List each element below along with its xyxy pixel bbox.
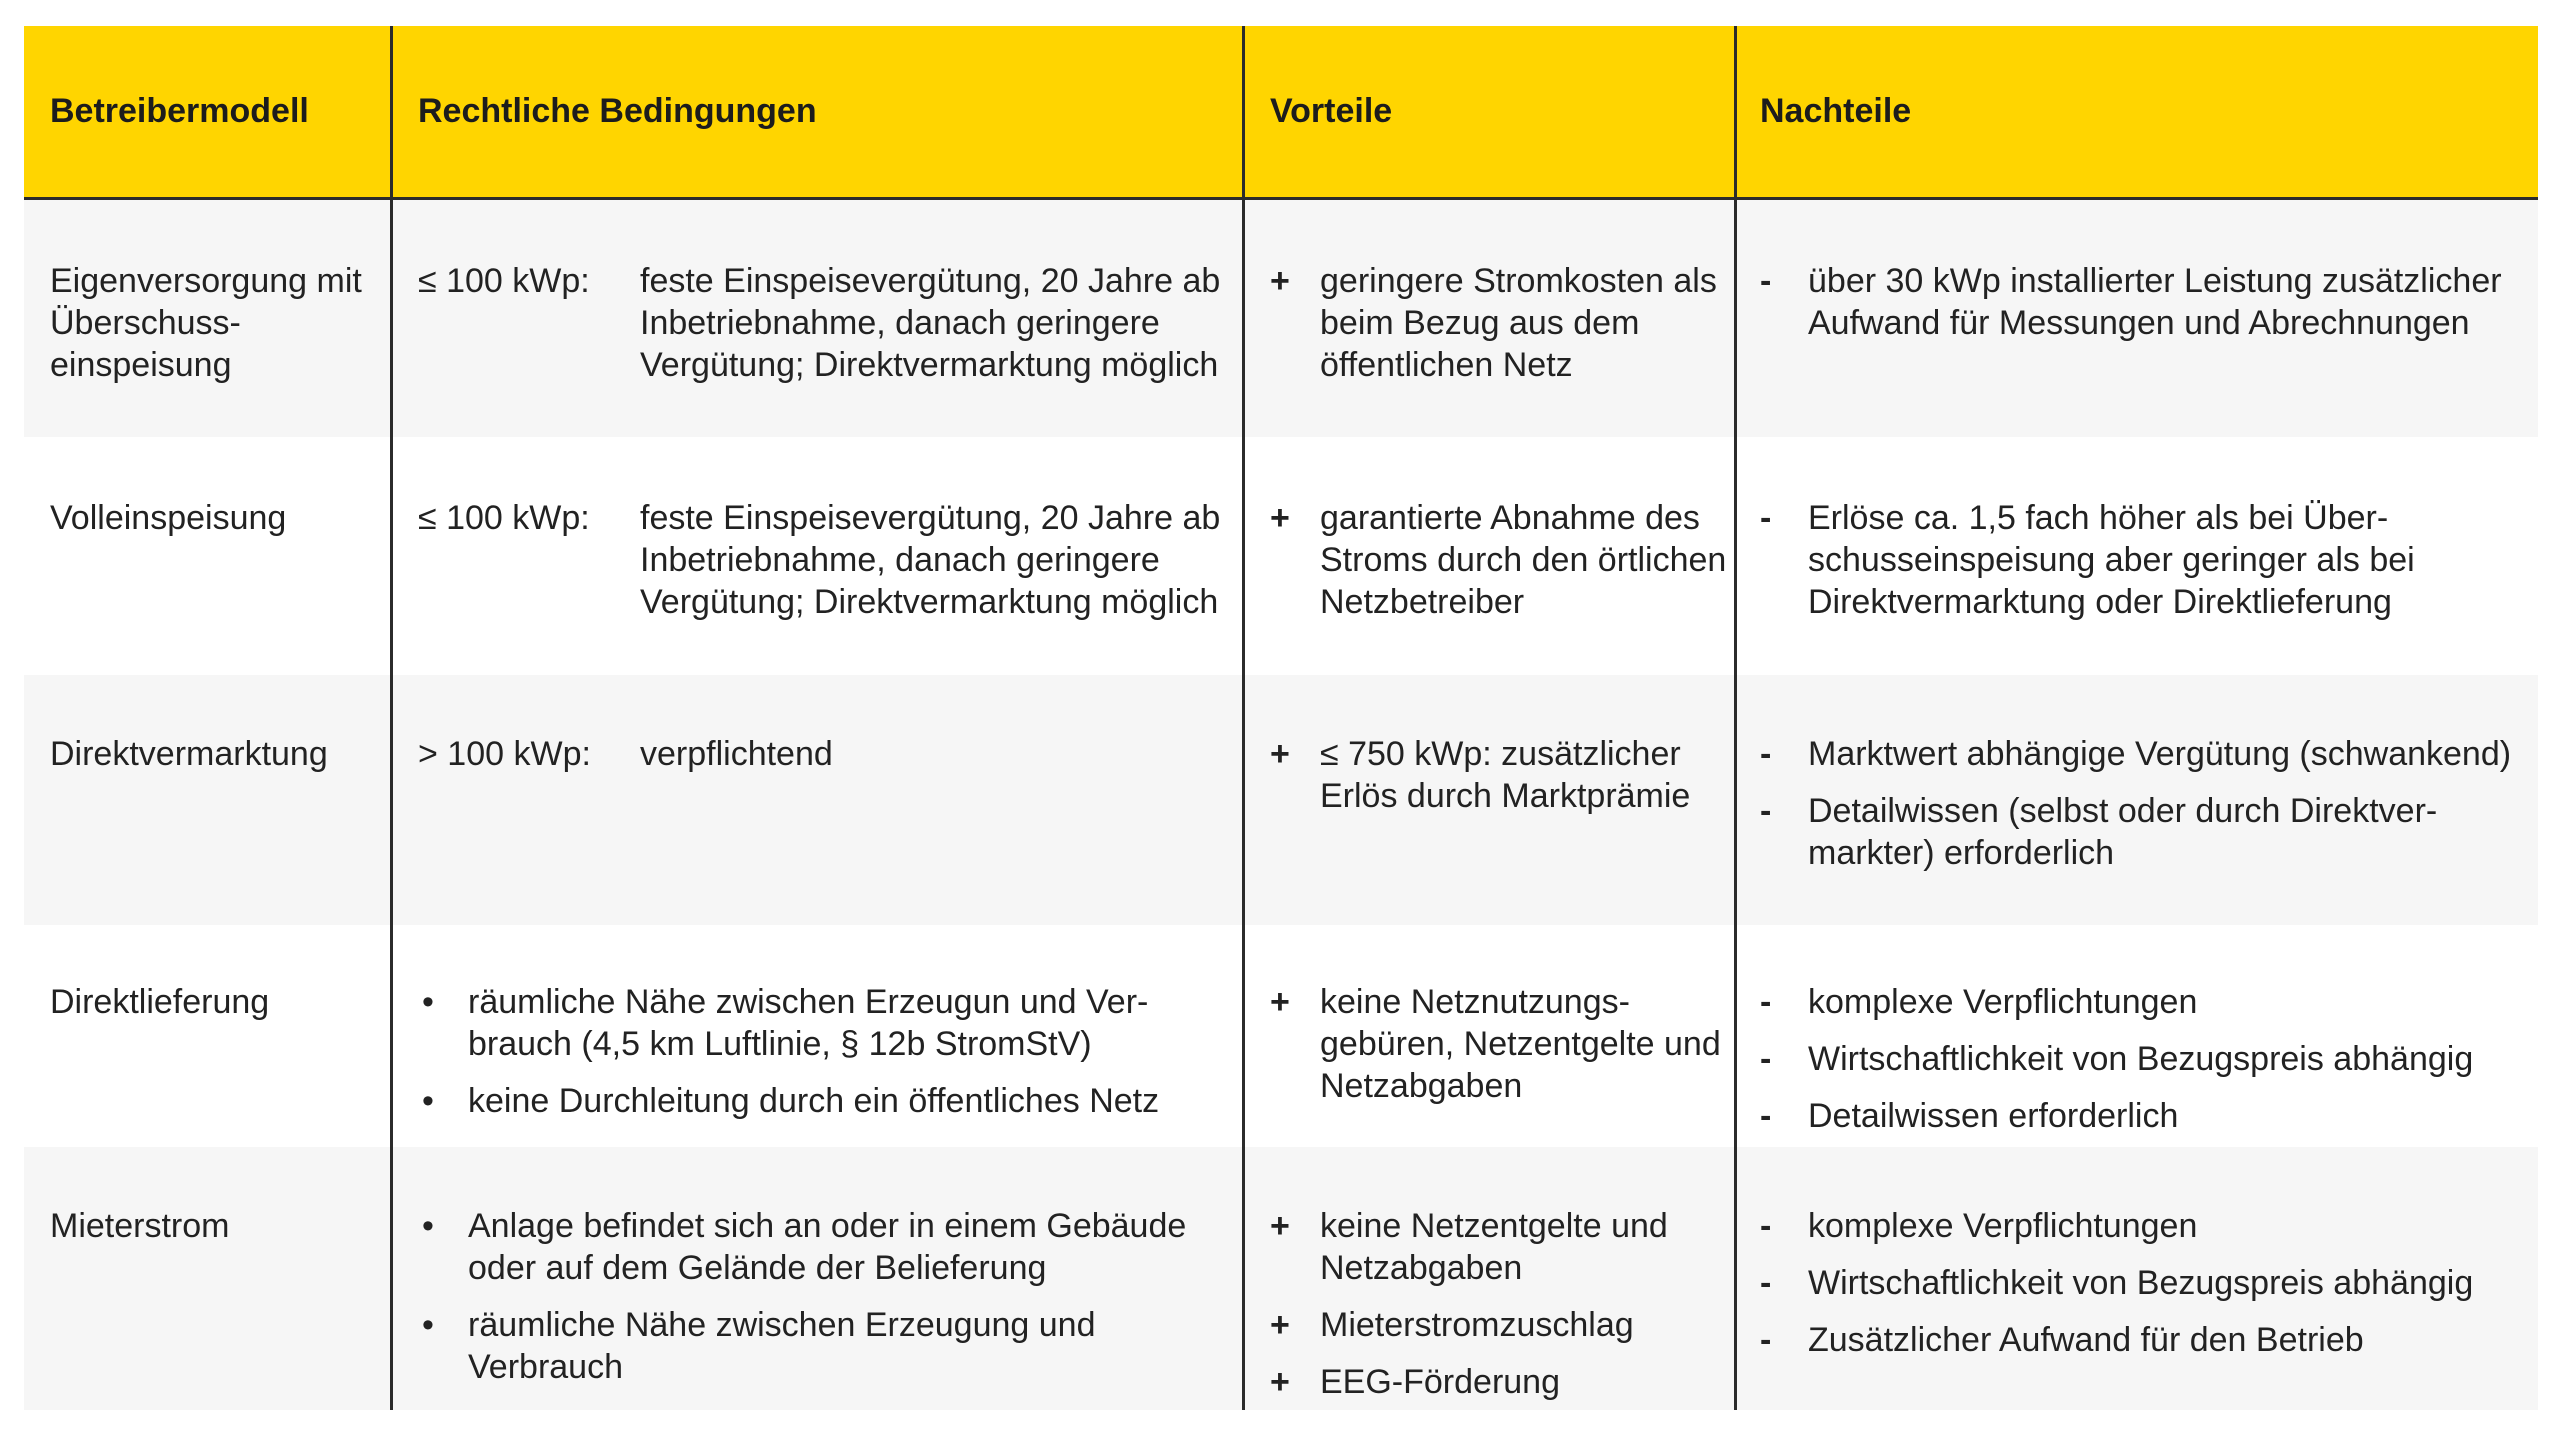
minus-icon: - <box>1760 1207 1772 1245</box>
disadvantage-text: komplexe Verpflichtungen <box>1808 1207 2198 1245</box>
row-advantages <box>1270 260 1740 401</box>
row-model: Direktvermarktung <box>50 735 328 773</box>
minus-icon: - <box>1760 983 1772 1021</box>
condition-label: ≤ 100 kWp: <box>418 499 590 537</box>
plus-icon: + <box>1270 1363 1290 1401</box>
condition-text: Anlage befindet sich an oder in einem Gebäude oder auf dem Gelände der Belieferung <box>468 1207 1187 1287</box>
row-advantages <box>1270 733 1740 832</box>
minus-icon: - <box>1760 499 1772 537</box>
row-conditions <box>418 260 1238 386</box>
row-disadvantages <box>1760 497 2530 638</box>
row-disadvantages <box>1760 981 2530 1152</box>
advantage-text: keine Netznutzungs-gebüren, Netzentgelte und Netzabgaben <box>1320 983 1721 1105</box>
disadvantage-text: Wirtschaftlichkeit von Bezugspreis abhängig <box>1808 1264 2474 1302</box>
table-row <box>24 437 2538 675</box>
column-divider <box>390 26 393 1410</box>
minus-icon: - <box>1760 1097 1772 1135</box>
minus-icon: - <box>1760 1040 1772 1078</box>
advantage-text: ≤ 750 kWp: zusätzlicher Erlös durch Marktprämie <box>1320 735 1691 815</box>
condition-label: ≤ 100 kWp: <box>418 262 590 300</box>
disadvantage-text: Erlöse ca. 1,5 fach höher als bei Über-schusseinspeisung aber geringer als bei Direktvermarktung oder Direktlieferung <box>1808 499 2415 621</box>
minus-icon: - <box>1760 1321 1772 1359</box>
plus-icon: + <box>1270 262 1290 300</box>
header-rechtliche-bedingungen: Rechtliche Bedingungen <box>418 92 817 130</box>
table-row <box>24 925 2538 1147</box>
condition-text: feste Einspeisevergütung, 20 Jahre ab Inbetriebnahme, danach geringere Vergütung; Direktvermarktung möglich <box>640 262 1221 384</box>
row-disadvantages <box>1760 1205 2530 1376</box>
condition-text: keine Durchleitung durch ein öffentliches Netz <box>468 1082 1160 1120</box>
row-disadvantages <box>1760 260 2530 359</box>
minus-icon: - <box>1760 1264 1772 1302</box>
plus-icon: + <box>1270 499 1290 537</box>
row-conditions <box>418 981 1238 1137</box>
disadvantage-text: Detailwissen erforderlich <box>1808 1097 2179 1135</box>
minus-icon: - <box>1760 792 1772 830</box>
table-row <box>24 200 2538 437</box>
row-advantages <box>1270 497 1740 638</box>
row-advantages <box>1270 1205 1740 1418</box>
minus-icon: - <box>1760 735 1772 773</box>
plus-icon: + <box>1270 735 1290 773</box>
disadvantage-text: Zusätzlicher Aufwand für den Betrieb <box>1808 1321 2364 1359</box>
bullet-icon: • <box>422 983 434 1021</box>
row-conditions <box>418 733 1238 775</box>
row-advantages <box>1270 981 1740 1122</box>
plus-icon: + <box>1270 1306 1290 1344</box>
condition-text: feste Einspeisevergütung, 20 Jahre ab Inbetriebnahme, danach geringere Vergütung; Direktvermarktung möglich <box>640 499 1221 621</box>
row-disadvantages <box>1760 733 2530 889</box>
bullet-icon: • <box>422 1082 434 1120</box>
row-model: Eigenversorgung mit Überschuss-einspeisung <box>50 262 362 384</box>
row-model: Direktlieferung <box>50 983 270 1021</box>
advantage-text: EEG-Förderung <box>1320 1363 1560 1401</box>
condition-text: verpflichtend <box>640 735 833 773</box>
disadvantage-text: Detailwissen (selbst oder durch Direktver-markter) erforderlich <box>1808 792 2438 872</box>
advantage-text: geringere Stromkosten als beim Bezug aus dem öffentlichen Netz <box>1320 262 1717 384</box>
table-row <box>24 1147 2538 1410</box>
row-conditions <box>418 1205 1238 1403</box>
disadvantage-text: über 30 kWp installierter Leistung zusätzlicher Aufwand für Messungen und Abrechnungen <box>1808 262 2502 342</box>
advantage-text: keine Netzentgelte und Netzabgaben <box>1320 1207 1668 1287</box>
disadvantage-text: Wirtschaftlichkeit von Bezugspreis abhängig <box>1808 1040 2474 1078</box>
condition-text: räumliche Nähe zwischen Erzeugun und Ver-brauch (4,5 km Luftlinie, § 12b StromStV) <box>468 983 1149 1063</box>
table-header <box>24 26 2538 200</box>
header-nachteile: Nachteile <box>1760 92 1912 130</box>
disadvantage-text: Marktwert abhängige Vergütung (schwankend) <box>1808 735 2512 773</box>
condition-text: räumliche Nähe zwischen Erzeugung und Verbrauch <box>468 1306 1096 1386</box>
condition-label: > 100 kWp: <box>418 735 591 773</box>
plus-icon: + <box>1270 983 1290 1021</box>
disadvantage-text: komplexe Verpflichtungen <box>1808 983 2198 1021</box>
comparison-table <box>24 26 2538 1410</box>
row-model: Mieterstrom <box>50 1207 230 1245</box>
header-vorteile: Vorteile <box>1270 92 1393 130</box>
bullet-icon: • <box>422 1306 434 1344</box>
header-betreibermodell: Betreibermodell <box>50 92 309 130</box>
column-divider <box>1734 26 1737 1410</box>
row-conditions <box>418 497 1238 623</box>
bullet-icon: • <box>422 1207 434 1245</box>
advantage-text: garantierte Abnahme des Stroms durch den örtlichen Netzbetreiber <box>1320 499 1727 621</box>
advantage-text: Mieterstromzuschlag <box>1320 1306 1634 1344</box>
row-model: Volleinspeisung <box>50 499 287 537</box>
minus-icon: - <box>1760 262 1772 300</box>
column-divider <box>1242 26 1245 1410</box>
table-row <box>24 675 2538 925</box>
plus-icon: + <box>1270 1207 1290 1245</box>
